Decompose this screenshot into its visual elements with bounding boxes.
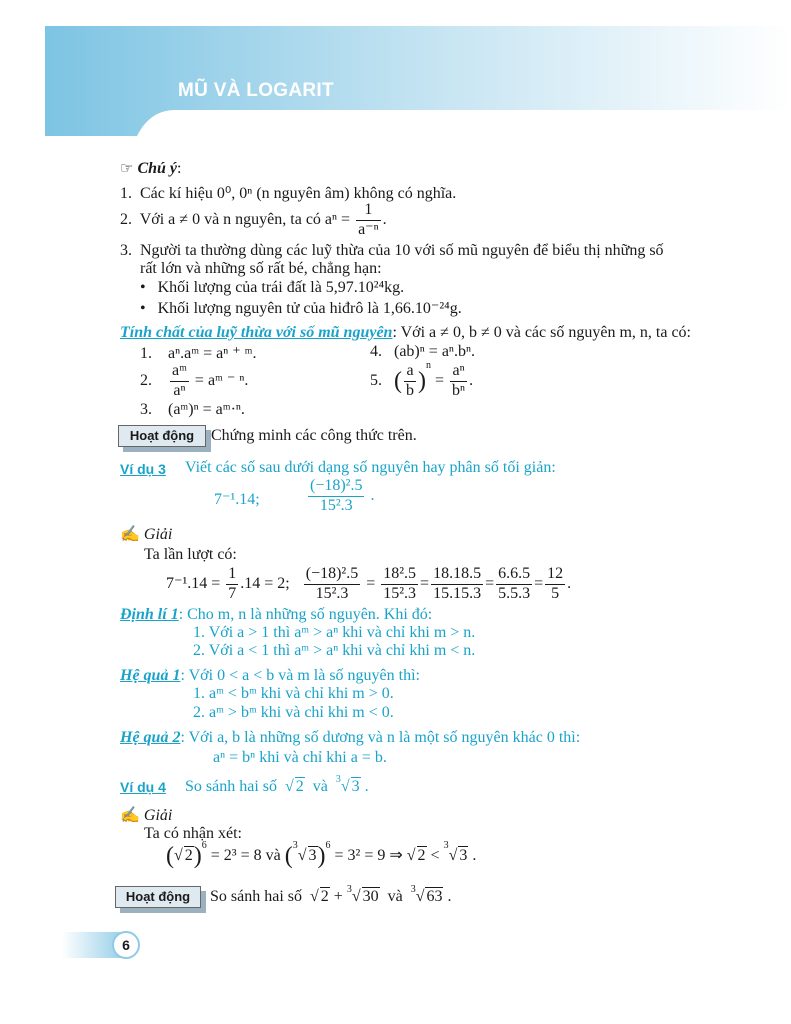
solution-3-frac-3: $\frac{\text{18².5}}{\text{15².3}}$ xyxy=(383,565,417,602)
pointing-hand-icon: ☞ xyxy=(120,161,134,177)
example-4-label: Ví dụ 4 xyxy=(120,779,166,795)
property-1: 1. aⁿ.aᵐ = aⁿ ⁺ ᵐ. xyxy=(140,345,257,362)
example-3-expr-2: $\frac{\text{(−18)².5}}{\text{15².3}}$ . xyxy=(310,477,375,514)
properties-heading xyxy=(120,324,691,342)
property-2: 2. $\frac{\text{aᵐ}}{\text{aⁿ}}$ = aᵐ ⁻ ⁿ. xyxy=(140,362,249,399)
property-5: 5. ( $\frac{a}{b}$ )$^n$ = $\frac{\text{aⁿ}}{\text{bⁿ}}$ . xyxy=(370,360,474,399)
activity-1-label: Hoạt động xyxy=(118,425,206,447)
corollary-2-line-1: aⁿ = bⁿ khi và chỉ khi a = b. xyxy=(213,749,387,766)
solution-4-equation: (√ 2)$^6$ = 2³ = 8 và ($^3$√ 3)$^6$ = 3² = 9 ⇒ √ 2 < $^3$√ 3 . xyxy=(166,840,477,869)
note-bullet-1: • Khối lượng của trái đất là 5,97.10²⁴kg. xyxy=(140,279,405,296)
property-2-fraction: $\frac{\text{aᵐ}}{\text{aⁿ}}$ xyxy=(172,362,187,399)
properties-intro: : Với a ≠ 0, b ≠ 0 và các số nguyên m, n, ta có: xyxy=(392,324,691,341)
solution-3-heading: ✍ Giải xyxy=(120,526,173,543)
solution-3-intro: Ta lần lượt có: xyxy=(144,546,237,563)
note-item-3-line2: rất lớn và những số rất bé, chẳng hạn: xyxy=(140,260,382,277)
pencil-icon: ✍ xyxy=(120,807,140,824)
theorem-1-line-1: 1. Với a > 1 thì aᵐ > aⁿ khi và chỉ khi m > n. xyxy=(193,624,476,641)
note-item-2: 2. Với a ≠ 0 và n nguyên, ta có aⁿ = $\frac{1}{\text{a⁻ⁿ}}$ . xyxy=(120,201,387,238)
solution-3-frac-6: $\frac{12}{5}$ xyxy=(547,565,564,602)
activity-2-label: Hoạt động xyxy=(115,886,201,908)
solution-3-frac-5: $\frac{6.6.5}{5.5.3}$ xyxy=(498,565,531,602)
solution-3-equation: 7⁻¹.14 = $\frac{1}{7}$ .14 = 2; $\frac{\text{(−18)².5}}{\text{15².3}}$ = $\frac{\text{18².5}}{\text{15².3}}$ = $\frac{18.18.5}{15.15.3}$ = $\frac{6.6.5}{5.5.3}$ = $\frac{12}{5}$ . xyxy=(166,565,572,602)
corollary-2-heading: Hệ quả 2: Với a, b là những số dương và n là một số nguyên khác 0 thì: xyxy=(120,729,581,746)
example-3-text: Viết các số sau dưới dạng số nguyên hay phân số tối giản: xyxy=(185,459,556,476)
note-item-2-fraction: $\frac{1}{\text{a⁻ⁿ}}$ xyxy=(358,201,379,238)
properties-title: Tính chất của luỹ thừa với số mũ nguyên xyxy=(120,324,393,341)
property-4: 4. (ab)ⁿ = aⁿ.bⁿ. xyxy=(370,343,475,360)
note-item-1: 1. Các kí hiệu 0⁰, 0ⁿ (n nguyên âm) không có nghĩa. xyxy=(120,185,457,202)
activity-1-text: Chứng minh các công thức trên. xyxy=(211,427,417,444)
theorem-1-heading: Định lí 1: Cho m, n là những số nguyên. Khi đó: xyxy=(120,606,433,623)
solution-3-frac-1: $\frac{1}{7}$ xyxy=(228,565,237,602)
solution-4-heading: ✍ Giải xyxy=(120,807,173,824)
property-5-result: $\frac{\text{aⁿ}}{\text{bⁿ}}$ xyxy=(452,362,466,399)
property-5-fraction: $\frac{a}{b}$ xyxy=(406,362,414,399)
note-item-3-line1: 3. Người ta thường dùng các luỹ thừa của 10 với số mũ nguyên để biểu thị những số xyxy=(120,242,664,259)
note-bullet-2: • Khối lượng nguyên tử của hiđrô là 1,66.10⁻²⁴g. xyxy=(140,300,462,317)
solution-3-frac-2: $\frac{\text{(−18)².5}}{\text{15².3}}$ xyxy=(305,565,359,602)
pencil-icon: ✍ xyxy=(120,526,140,543)
example-3-expr-1: 7⁻¹.14; xyxy=(214,491,260,508)
example-3-fraction: $\frac{\text{(−18)².5}}{\text{15².3}}$ xyxy=(310,477,363,514)
header-band-shape xyxy=(45,26,791,136)
page-number: 6 xyxy=(122,937,130,953)
corollary-1-line-1: 1. aᵐ < bᵐ khi và chỉ khi m > 0. xyxy=(193,685,394,702)
example-3-label: Ví dụ 3 xyxy=(120,461,166,477)
note-item-1-text: Các kí hiệu 0⁰, 0ⁿ (n nguyên âm) không có nghĩa. xyxy=(140,185,457,202)
solution-4-intro: Ta có nhận xét: xyxy=(144,825,242,842)
header-band xyxy=(45,26,791,136)
note-heading-text: Chú ý xyxy=(137,160,178,177)
theorem-1-line-2: 2. Với a < 1 thì aᵐ > aⁿ khi và chỉ khi m < n. xyxy=(193,642,476,659)
corollary-1-line-2: 2. aᵐ > bᵐ khi và chỉ khi m < 0. xyxy=(193,704,394,721)
note-item-2-text: Với a ≠ 0 và n nguyên, ta có aⁿ = xyxy=(139,210,351,228)
corollary-1-heading: Hệ quả 1: Với 0 < a < b và m là số nguyên thì: xyxy=(120,667,420,684)
example-4-text: So sánh hai số √ 2 và $^3$√ 3 . xyxy=(185,774,369,795)
activity-2-text: So sánh hai số √ 2 + $^3$√ 30 và $^3$√ 63 . xyxy=(210,884,452,905)
note-heading: ☞ Chú ý: xyxy=(120,160,182,177)
property-3: 3. (aᵐ)ⁿ = aᵐ·ⁿ. xyxy=(140,401,245,418)
header-title: MŨ VÀ LOGARIT xyxy=(178,80,334,101)
solution-3-frac-4: $\frac{18.18.5}{15.15.3}$ xyxy=(433,565,482,602)
